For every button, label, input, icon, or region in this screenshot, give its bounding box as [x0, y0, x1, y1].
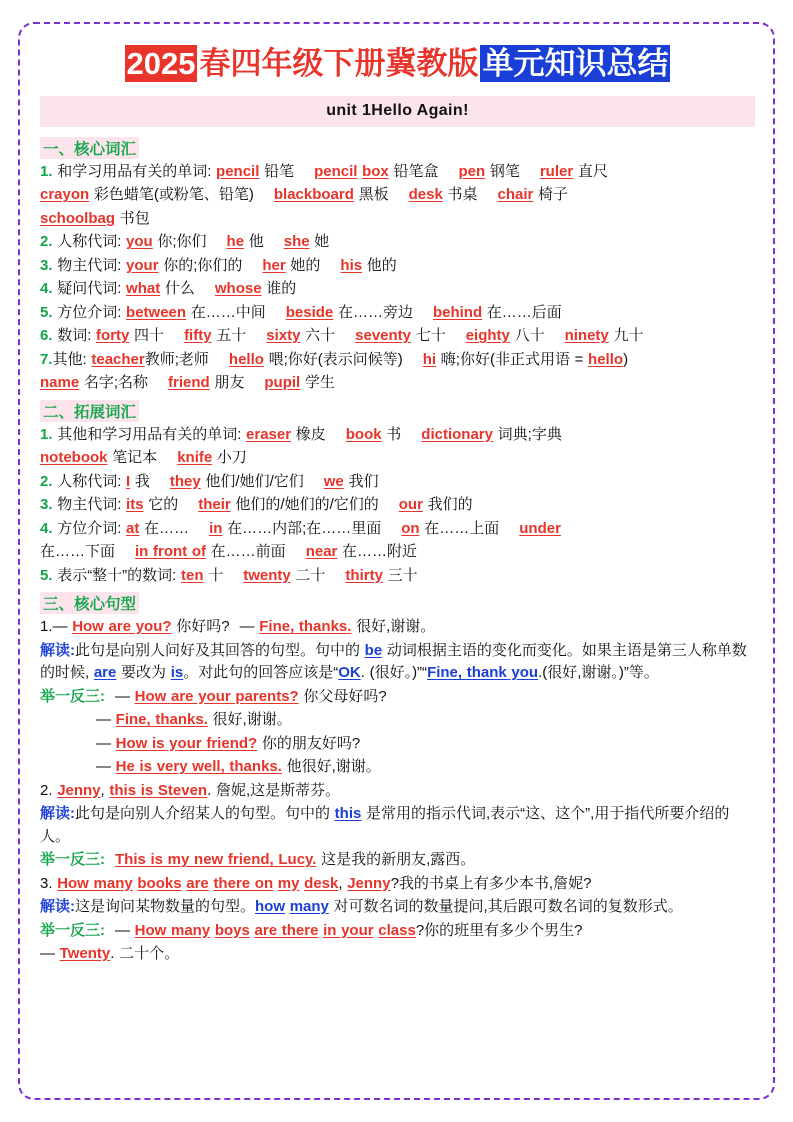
extend-vocab-line-3 — [40, 494, 755, 517]
word-he: he — [226, 233, 245, 251]
section-extend-vocab-header: 二、拓展词汇 — [40, 400, 139, 422]
item-label: 人称代词: — [57, 233, 122, 251]
item-number: 1. — [40, 162, 53, 180]
document-content — [16, 18, 777, 977]
gloss-hello: 喂;你好(表示问候等) — [268, 350, 403, 368]
word-crayon: crayon — [40, 186, 90, 204]
item-label: 数词: — [57, 327, 92, 345]
gloss-ninety: 九十 — [613, 327, 644, 345]
example-sentence-cn: 你父母好吗? — [303, 687, 387, 705]
word-she: she — [283, 233, 310, 251]
pattern-2-explanation — [40, 803, 755, 848]
sentence-cn: 我的书桌上有多少本书,詹妮? — [398, 874, 592, 892]
word-sixty: sixty — [266, 327, 301, 345]
gloss-his: 他的 — [366, 256, 397, 274]
item-label: 方位介词: — [57, 303, 122, 321]
gloss-in-front-of: 在……前面 — [210, 543, 286, 561]
gloss-they: 他们/她们/它们 — [205, 472, 304, 490]
word-on: on — [401, 519, 420, 537]
gloss-behind: 在……后面 — [486, 303, 562, 321]
gloss-between: 在……中间 — [190, 303, 266, 321]
word-hello-2: hello — [588, 350, 624, 368]
gloss-ruler: 直尺 — [577, 162, 608, 180]
item-number: 2. — [40, 233, 53, 251]
example-sentence-cn: 很好,谢谢。 — [212, 711, 292, 729]
name-jenny: Jenny — [57, 781, 101, 799]
word-how: how — [255, 898, 286, 916]
phrase-is-steven: is Steven — [136, 781, 208, 799]
core-vocab-line-6 — [40, 325, 755, 348]
word-hello: hello — [228, 350, 264, 368]
gloss-schoolbag: 书包 — [119, 209, 150, 227]
word-are: are — [186, 874, 209, 892]
core-vocab-line-4 — [40, 278, 755, 301]
word-what: what — [126, 280, 161, 298]
dash: — — [115, 921, 130, 939]
item-number: 1. — [40, 425, 53, 443]
word-box: box — [362, 162, 389, 180]
word-your: your — [126, 256, 159, 274]
pattern-1-example-4 — [40, 756, 755, 779]
gloss-thirty: 三十 — [387, 566, 418, 584]
word-schoolbag: schoolbag — [40, 209, 116, 227]
sentence-answer: Fine, thanks. — [259, 618, 352, 636]
explanation-label: 解读: — [40, 641, 75, 659]
word-notebook: notebook — [40, 449, 108, 467]
word-fifty: fifty — [184, 327, 212, 345]
section-core-pattern-header: 三、核心句型 — [40, 592, 139, 614]
period: . — [207, 781, 216, 799]
example-sentence-cn: 你的朋友好吗? — [261, 734, 361, 752]
item-label: 和学习用品有关的单词: — [57, 162, 212, 180]
word-twenty: Twenty — [59, 945, 111, 963]
explanation-text-3: 要改为 — [116, 664, 171, 682]
gloss-ten: 十 — [208, 566, 224, 584]
word-this: this — [334, 805, 362, 823]
explanation-text-2: 动词根据主语的变化而变化。如果主语是第三人称单数的时候, — [40, 641, 747, 682]
word-class: class — [378, 921, 416, 939]
word-be: be — [364, 641, 383, 659]
extend-vocab-line-1 — [40, 424, 755, 447]
section-core-pattern-header-wrap — [40, 588, 755, 615]
gloss-under: 在……下面 — [40, 543, 116, 561]
gloss-our: 我们的 — [427, 496, 473, 514]
extend-vocab-line-2 — [40, 471, 755, 494]
pattern-1-explanation — [40, 640, 755, 685]
explanation-text-4: 。对此句的回答应该是“ — [183, 664, 339, 682]
gloss-seventy: 七十 — [415, 327, 446, 345]
item-label: 物主代词: — [57, 256, 122, 274]
unit-banner: unit 1Hello Again! — [40, 96, 755, 127]
extend-vocab-line-4b — [40, 541, 755, 564]
sentence-question-cn: 你好吗? — [176, 618, 230, 636]
gloss-forty: 四十 — [134, 327, 165, 345]
extend-vocab-line-4 — [40, 518, 755, 541]
example-sentence-cn: 这是我的新朋友,露西。 — [321, 851, 476, 869]
gloss-fifty: 五十 — [216, 327, 247, 345]
phrase-how-many: How many — [134, 921, 211, 939]
word-my: my — [277, 874, 300, 892]
pattern-1-sentence — [40, 616, 755, 639]
question-mark: ? — [415, 921, 425, 939]
gloss-her: 她的 — [290, 256, 321, 274]
word-pencil-2: pencil — [314, 162, 358, 180]
word-we: we — [323, 472, 344, 490]
word-knife: knife — [177, 449, 213, 467]
word-teacher: teacher — [91, 350, 145, 368]
gloss-sixty: 六十 — [305, 327, 336, 345]
example-sentence-cn: 他很好,谢谢。 — [286, 758, 381, 776]
gloss-desk: 书桌 — [447, 186, 478, 204]
example-sentence: Fine, thanks. — [115, 711, 208, 729]
gloss-on: 在……上面 — [424, 519, 500, 537]
pattern-3-explanation — [40, 896, 755, 919]
word-many: many — [289, 898, 329, 916]
word-whose: whose — [214, 280, 262, 298]
pattern-2-example — [40, 849, 755, 872]
gloss-whose: 谁的 — [266, 280, 297, 298]
question-mark: ? — [390, 874, 399, 892]
word-pencil: pencil — [216, 162, 260, 180]
dash: — — [52, 618, 68, 636]
pattern-1-example-2 — [40, 709, 755, 732]
word-name: name — [40, 374, 80, 392]
word-i: I — [126, 472, 131, 490]
dash: — — [96, 758, 111, 776]
dash: — — [115, 687, 130, 705]
item-number: 5. — [40, 566, 53, 584]
gloss-friend: 朋友 — [214, 374, 245, 392]
pattern-3-answer — [40, 943, 755, 966]
core-vocab-line-7b — [40, 372, 755, 395]
word-you: you — [126, 233, 153, 251]
word-ten: ten — [181, 566, 204, 584]
gloss-pen: 钢笔 — [489, 162, 520, 180]
pattern-3-example — [40, 920, 755, 943]
item-number: 1. — [40, 618, 53, 636]
gloss-teacher: 教师;老师 — [144, 350, 209, 368]
examples-label: 举一反三: — [40, 921, 105, 939]
word-ok: OK — [338, 664, 361, 682]
item-number: 7. — [40, 350, 53, 368]
word-boys: boys — [214, 921, 250, 939]
word-seventy: seventy — [355, 327, 412, 345]
gloss-pencil: 铅笔 — [264, 162, 295, 180]
word-eraser: eraser — [246, 425, 292, 443]
word-behind: behind — [432, 303, 483, 321]
core-vocab-line-5 — [40, 302, 755, 325]
core-vocab-line-1c — [40, 208, 755, 231]
word-our: our — [398, 496, 423, 514]
dash: — — [96, 711, 111, 729]
gloss-hi-tail: ) — [623, 350, 629, 368]
gloss-your: 你的;你们的 — [163, 256, 243, 274]
item-number: 3. — [40, 874, 53, 892]
extend-vocab-line-1b — [40, 447, 755, 470]
comma: , — [338, 874, 348, 892]
phrase-fine-thank-you: Fine, thank you — [427, 664, 539, 682]
word-in-front-of: in front of — [135, 543, 206, 561]
gloss-hi: 嗨;你好(非正式用语 = — [440, 350, 589, 368]
word-desk: desk — [408, 186, 443, 204]
name-jenny: Jenny — [347, 874, 391, 892]
gloss-he: 他 — [248, 233, 264, 251]
word-blackboard: blackboard — [273, 186, 354, 204]
gloss-near: 在……附近 — [342, 543, 418, 561]
example-sentence: He is very well, thanks. — [115, 758, 282, 776]
item-number: 4. — [40, 519, 53, 537]
core-vocab-line-1b — [40, 184, 755, 207]
item-number: 2. — [40, 781, 53, 799]
item-label: 物主代词: — [57, 496, 122, 514]
word-under: under — [519, 519, 561, 537]
example-sentence: This is my new friend, Lucy. — [115, 851, 317, 869]
gloss-book: 书 — [386, 425, 402, 443]
word-book: book — [345, 425, 382, 443]
example-sentence-cn: 你的班里有多少个男生? — [424, 921, 583, 939]
word-ninety: ninety — [564, 327, 609, 345]
word-desk: desk — [304, 874, 339, 892]
gloss-pencil-box: 铅笔盒 — [393, 162, 439, 180]
item-number: 5. — [40, 303, 53, 321]
word-her: her — [262, 256, 286, 274]
gloss-chair: 椅子 — [538, 186, 569, 204]
item-number: 4. — [40, 280, 53, 298]
dash: — — [96, 734, 111, 752]
word-hi: hi — [422, 350, 437, 368]
word-they: they — [169, 472, 201, 490]
gloss-in: 在……内部;在……里面 — [227, 519, 382, 537]
dash: — — [239, 618, 255, 636]
gloss-what: 什么 — [164, 280, 195, 298]
phrase-are-there: are there — [254, 921, 319, 939]
gloss-notebook: 笔记本 — [112, 449, 158, 467]
explanation-text-6: .(很好,谢谢。)”等。 — [538, 664, 659, 682]
word-pupil: pupil — [264, 374, 301, 392]
word-dictionary: dictionary — [421, 425, 493, 443]
examples-label: 举一反三: — [40, 851, 105, 869]
explanation-label: 解读: — [40, 805, 75, 823]
phrase-there-on: there on — [213, 874, 274, 892]
item-label: 其他: — [52, 350, 87, 368]
word-his: his — [340, 256, 363, 274]
core-vocab-line-7 — [40, 349, 755, 372]
extend-vocab-line-5 — [40, 565, 755, 588]
explanation-text-5: . (很好。)”“ — [360, 664, 428, 682]
gloss-their: 他们的/她们的/它们的 — [235, 496, 379, 514]
word-pen: pen — [458, 162, 486, 180]
word-is: is — [170, 664, 184, 682]
gloss-she: 她 — [314, 233, 330, 251]
phrase-how-many: How many — [57, 874, 133, 892]
word-friend: friend — [168, 374, 210, 392]
word-are: are — [93, 664, 117, 682]
item-label: 方位介词: — [57, 519, 122, 537]
comma: , — [100, 781, 110, 799]
pattern-1-examples-label-row — [40, 686, 755, 709]
pattern-3-sentence — [40, 873, 755, 896]
gloss-pupil: 学生 — [304, 374, 335, 392]
explanation-text-1: 此句是向别人介绍某人的句型。句中的 — [75, 805, 335, 823]
example-sentence: How is your friend? — [115, 734, 258, 752]
explanation-text-2: 对可数名词的数量提问,其后跟可数名词的复数形式。 — [328, 898, 683, 916]
word-chair: chair — [497, 186, 534, 204]
gloss-you: 你;你们 — [157, 233, 207, 251]
sentence-cn: 詹妮,这是斯蒂芬。 — [215, 781, 341, 799]
word-books: books — [137, 874, 182, 892]
word-beside: beside — [285, 303, 334, 321]
gloss-eighty: 八十 — [514, 327, 545, 345]
example-sentence: How are your parents? — [134, 687, 299, 705]
title-segment-summary: 单元知识总结 — [482, 46, 669, 81]
section-extend-vocab-header-wrap — [40, 396, 755, 423]
gloss-knife: 小刀 — [216, 449, 247, 467]
word-between: between — [126, 303, 187, 321]
word-near: near — [305, 543, 338, 561]
gloss-eraser: 橡皮 — [295, 425, 326, 443]
dash: — — [40, 945, 55, 963]
gloss-name: 名字;名称 — [83, 374, 149, 392]
core-vocab-line-1 — [40, 161, 755, 184]
gloss-i: 我 — [134, 472, 150, 490]
item-number: 3. — [40, 496, 53, 514]
word-its: its — [126, 496, 144, 514]
title-segment-grade: 春四年级下册冀教版 — [199, 46, 479, 81]
word-twenty: twenty — [243, 566, 291, 584]
item-label: 人称代词: — [57, 472, 122, 490]
pattern-1-example-3 — [40, 733, 755, 756]
gloss-we: 我们 — [348, 472, 379, 490]
title-segment-year: 2025 — [126, 46, 196, 81]
item-number: 3. — [40, 256, 53, 274]
section-core-vocab-header: 一、核心词汇 — [40, 137, 139, 159]
examples-label: 举一反三: — [40, 687, 105, 705]
pattern-2-sentence — [40, 780, 755, 803]
item-number: 6. — [40, 327, 53, 345]
item-number: 2. — [40, 472, 53, 490]
word-this: this — [109, 781, 137, 799]
gloss-twenty: 二十 — [295, 566, 326, 584]
explanation-text-2: 是常用的指示代词,表示“这、这个”,用于指代所要介绍的人。 — [40, 805, 730, 845]
gloss-dictionary: 词典;字典 — [497, 425, 562, 443]
gloss-crayon: 彩色蜡笔(或粉笔、铅笔) — [93, 186, 254, 204]
item-label: 表示“整十”的数词: — [57, 566, 177, 584]
gloss-beside: 在……旁边 — [337, 303, 413, 321]
word-eighty: eighty — [465, 327, 510, 345]
page-title — [40, 46, 755, 82]
gloss-at: 在…… — [144, 519, 190, 537]
word-their: their — [198, 496, 231, 514]
explanation-label: 解读: — [40, 898, 75, 916]
item-label: 其他和学习用品有关的单词: — [57, 425, 242, 443]
core-vocab-line-3 — [40, 255, 755, 278]
word-ruler: ruler — [539, 162, 574, 180]
sentence-answer-cn: 很好,谢谢。 — [356, 618, 436, 636]
word-at: at — [126, 519, 140, 537]
explanation-text-1: 这是询问某物数量的句型。 — [75, 898, 256, 916]
section-core-vocab-header-wrap — [40, 133, 755, 160]
period: . — [110, 945, 120, 963]
phrase-in-your: in your — [323, 921, 374, 939]
word-thirty: thirty — [345, 566, 383, 584]
item-label: 疑问代词: — [57, 280, 122, 298]
answer-cn: 二十个。 — [119, 945, 180, 963]
sentence-question: How are you? — [72, 618, 172, 636]
explanation-text-1: 此句是向别人问好及其回答的句型。句中的 — [75, 641, 365, 659]
gloss-its: 它的 — [148, 496, 179, 514]
word-in: in — [209, 519, 223, 537]
core-vocab-line-2 — [40, 231, 755, 254]
word-forty: forty — [96, 327, 130, 345]
gloss-blackboard: 黑板 — [358, 186, 389, 204]
